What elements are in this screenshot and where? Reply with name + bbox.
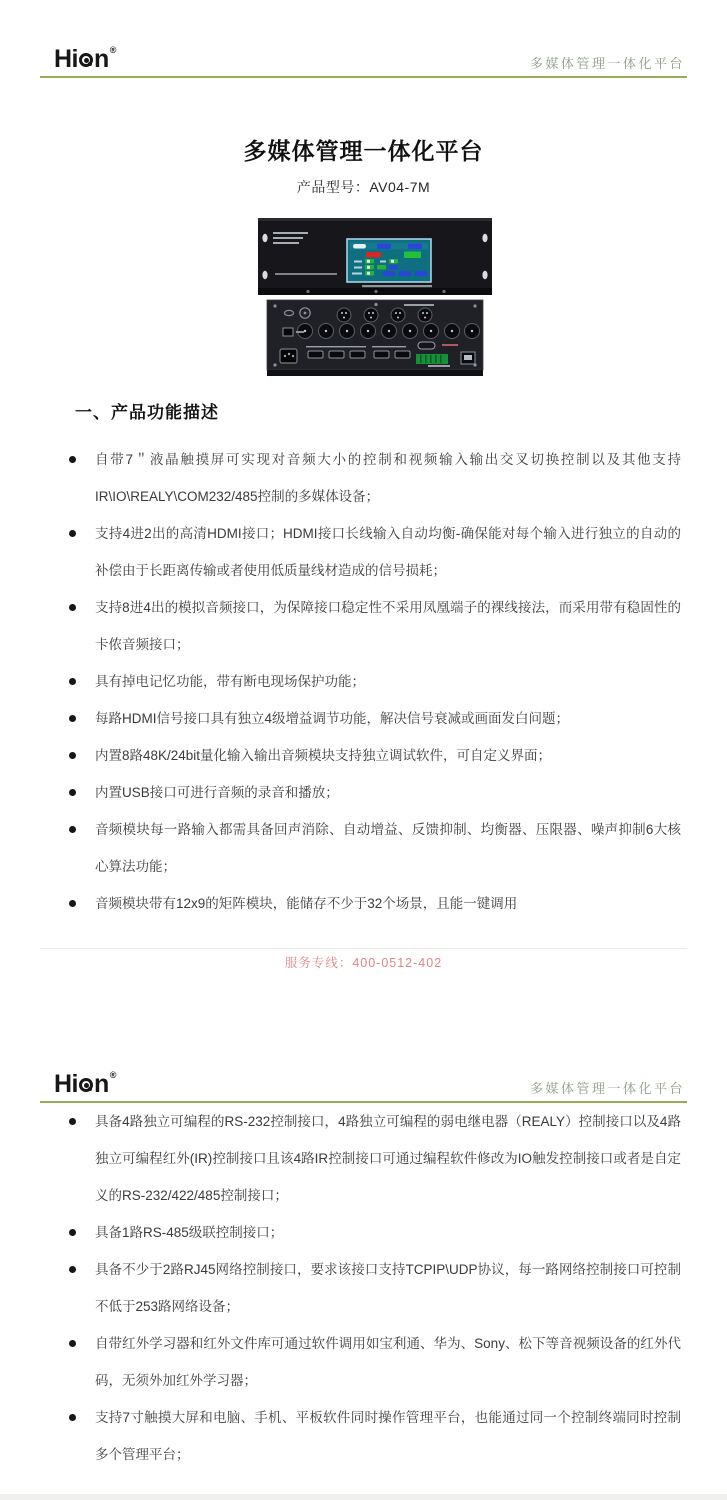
feature-text: 自带7＂液晶触摸屏可实现对音频大小的控制和视频输入输出交叉切换控制以及其他支持IR\IO\REALY\COM232/485控制的多媒体设备； [95,452,681,504]
ethernet-port [461,352,475,364]
page2-header [40,1061,687,1103]
front-panel [258,218,492,295]
footer-divider [40,948,687,949]
feature-item [66,515,681,589]
service-hotline: 服务专线：400-0512-402 [284,956,443,970]
logo-text-left: Hi [54,45,78,73]
brand-logo [54,1072,115,1097]
feature-text: 内置USB接口可进行音频的录音和播放； [95,785,339,800]
rear-panel [267,300,483,376]
bullet-icon [69,678,76,685]
bullet-icon [69,1340,76,1347]
feature-list-page2 [66,1103,681,1473]
bullet-icon [69,900,76,907]
feature-text: 内置8路48K/24bit量化输入输出音频模块支持独立调试软件，可自定义界面； [95,748,552,763]
bullet-icon [69,715,76,722]
product-image [258,218,492,376]
feature-item [66,1325,681,1399]
header-tagline: 多媒体管理一体化平台 [529,56,685,71]
feature-list-page1 [66,441,681,922]
bullet-icon [69,752,76,759]
bullet-icon [69,456,76,463]
feature-text: 自带红外学习器和红外文件库可通过软件调用如宝利通、华为、Sony、松下等音视频设备的红外代码，无须外加红外学习器； [95,1336,681,1388]
feature-item [66,1214,681,1251]
power-inlet [280,349,297,363]
bullet-icon [69,1414,76,1421]
bullet-icon [69,789,76,796]
product-model: 产品型号：AV04-7M [296,179,431,195]
bullet-icon [69,826,76,833]
feature-text: 支持8进4出的模拟音频接口，为保障接口稳定性不采用凤凰端子的裸线接法，而采用带有稳固性的卡侬音频接口； [95,600,681,652]
feature-text: 音频模块带有12x9的矩阵模块，能储存不少于32个场景，且能一键调用 [95,896,518,911]
feature-item [66,663,681,700]
feature-item [66,774,681,811]
feature-item [66,1399,681,1473]
bullet-icon [69,604,76,611]
feature-item [66,737,681,774]
touchscreen [347,239,431,282]
brand-logo [54,47,115,72]
logo-text-left: Hi [54,1070,78,1098]
feature-text: 音频模块每一路输入都需具备回声消除、自动增益、反馈抑制、均衡器、压限器、噪声抑制6大核心算法功能； [95,822,681,874]
bullet-icon [69,530,76,537]
logo-text-right: n [94,1070,109,1098]
section-heading: 一、产品功能描述 [75,403,219,422]
page1-header [40,36,687,78]
logo-q-icon [79,1078,93,1092]
registered-mark: ® [109,1070,116,1080]
feature-text: 具备1路RS-485级联控制接口； [95,1225,284,1240]
feature-item [66,885,681,922]
feature-text: 具备不少于2路RJ45网络控制接口，要求该接口支持TCPIP\UDP协议，每一路网络控制接口可控制不低于253路网络设备； [95,1262,681,1314]
feature-item [66,811,681,885]
feature-text: 每路HDMI信号接口具有独立4级增益调节功能，解决信号衰减或画面发白问题； [95,711,570,726]
device-illustration [258,218,492,376]
feature-item [66,441,681,515]
page-title: 多媒体管理一体化平台 [243,138,484,164]
feature-text: 支持4进2出的高清HDMI接口；HDMI接口长线输入自动均衡-确保能对每个输入进行独立的自动的补偿由于长距离传输或者使用低质量线材造成的信号损耗； [95,526,681,578]
feature-text: 支持7寸触摸大屏和电脑、手机、平板软件同时操作管理平台，也能通过同一个控制终端同时控制多个管理平台； [95,1410,681,1462]
xlr-inputs [298,324,480,339]
feature-item [66,1251,681,1325]
feature-item [66,700,681,737]
feature-item [66,1103,681,1214]
bullet-icon [69,1118,76,1125]
bullet-icon [69,1266,76,1273]
logo-text-right: n [94,45,109,73]
registered-mark: ® [109,45,116,55]
header-tagline: 多媒体管理一体化平台 [529,1081,685,1096]
feature-text: 具有掉电记忆功能，带有断电现场保护功能； [95,674,365,689]
page-edge [0,1494,727,1500]
feature-text: 具备4路独立可编程的RS-232控制接口，4路独立可编程的弱电继电器（REALY）控制接口以及4路独立可编程红外(IR)控制接口且该4路IR控制接口可通过编程软件修改为IO触发控制接口或者是自定义的RS-232/422/485控制接口； [95,1114,681,1203]
feature-item [66,589,681,663]
bullet-icon [69,1229,76,1236]
logo-q-icon [79,53,93,67]
